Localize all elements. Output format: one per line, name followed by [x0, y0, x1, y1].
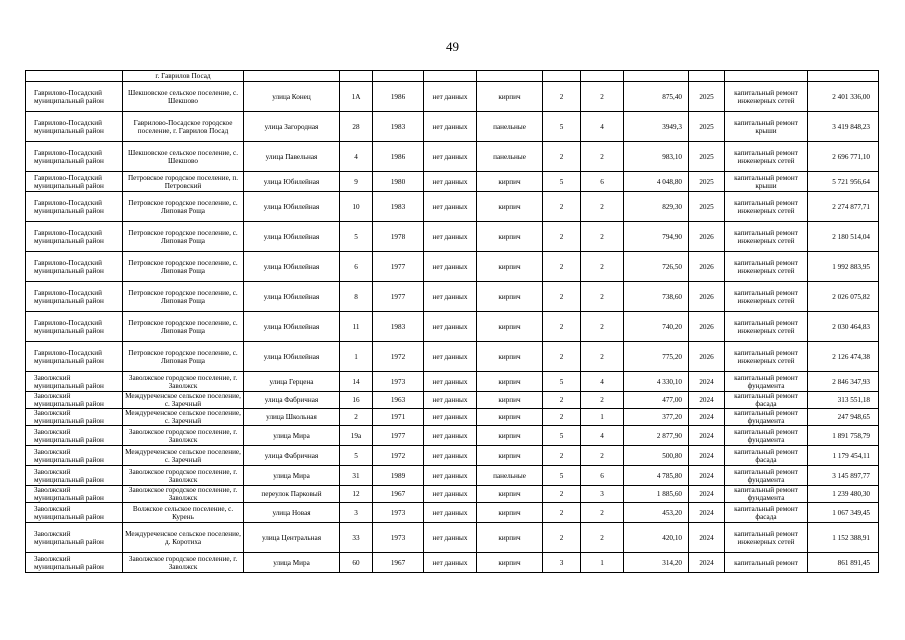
cell-entrances: 4 — [581, 426, 624, 446]
cell-settlement: Петровское городское поселение, с. Липовая Роща — [123, 252, 244, 282]
cell-walls-year: нет данных — [424, 142, 477, 172]
cell-work: капитальный ремонт инженерных сетей — [725, 282, 808, 312]
cell-walls-year: нет данных — [424, 222, 477, 252]
cell-settlement: Междуреченское сельское поселение, с. Заречный — [123, 392, 244, 409]
cell-floors: 2 — [543, 503, 581, 523]
cell-cost: 2 026 075,82 — [808, 282, 879, 312]
cell-cost: 3 419 848,23 — [808, 112, 879, 142]
cell-area: 477,00 — [624, 392, 689, 409]
cell-year: 1989 — [373, 466, 424, 486]
cell-district: Заволжский муниципальный район — [26, 372, 123, 392]
cell-walls-year: нет данных — [424, 392, 477, 409]
page-number: 49 — [446, 39, 459, 54]
cell-work: капитальный ремонт фасада — [725, 446, 808, 466]
cell-house: 12 — [340, 486, 373, 503]
cell-year: 1986 — [373, 142, 424, 172]
cell-walls-year: нет данных — [424, 466, 477, 486]
cell-cost: 2 846 347,93 — [808, 372, 879, 392]
table-row — [26, 312, 879, 342]
cell-district: Гаврилово-Посадский муниципальный район — [26, 142, 123, 172]
cell-year: 1983 — [373, 112, 424, 142]
cell-material: кирпич — [477, 82, 543, 112]
cell-district: Заволжский муниципальный район — [26, 486, 123, 503]
cell-street: улица Юбилейная — [244, 192, 340, 222]
table-row — [26, 252, 879, 282]
cell-walls-year: нет данных — [424, 426, 477, 446]
cell-street — [244, 71, 340, 82]
cell-plan-year: 2025 — [689, 172, 725, 192]
cell-district — [26, 71, 123, 82]
cell-year: 1973 — [373, 523, 424, 553]
cell-entrances: 2 — [581, 312, 624, 342]
cell-area: 738,60 — [624, 282, 689, 312]
cell-floors: 2 — [543, 222, 581, 252]
cell-house: 11 — [340, 312, 373, 342]
cell-house: 16 — [340, 392, 373, 409]
cell-plan-year: 2024 — [689, 553, 725, 573]
cell-entrances: 2 — [581, 342, 624, 372]
cell-district: Гаврилово-Посадский муниципальный район — [26, 112, 123, 142]
cell-cost: 1 239 480,30 — [808, 486, 879, 503]
cell-work: капитальный ремонт инженерных сетей — [725, 342, 808, 372]
cell-street: улица Мира — [244, 553, 340, 573]
cell-walls-year: нет данных — [424, 446, 477, 466]
cell-area: 453,20 — [624, 503, 689, 523]
cell-cost: 1 067 349,45 — [808, 503, 879, 523]
cell-settlement: Шекшовское сельское поселение, с. Шекшово — [123, 82, 244, 112]
cell-settlement: Междуреченское сельское поселение, с. Заречный — [123, 446, 244, 466]
cell-walls-year: нет данных — [424, 553, 477, 573]
cell-street: улица Новая — [244, 503, 340, 523]
cell-settlement: Петровское городское поселение, с. Липовая Роща — [123, 192, 244, 222]
cell-material: кирпич — [477, 222, 543, 252]
cell-walls-year: нет данных — [424, 252, 477, 282]
cell-cost: 2 274 877,71 — [808, 192, 879, 222]
cell-area — [624, 71, 689, 82]
cell-district: Гаврилово-Посадский муниципальный район — [26, 252, 123, 282]
cell-work: капитальный ремонт крыши — [725, 112, 808, 142]
table-row — [26, 553, 879, 573]
cell-plan-year: 2025 — [689, 192, 725, 222]
cell-floors — [543, 71, 581, 82]
cell-settlement: Заволжское городское поселение, г. Заволжск — [123, 466, 244, 486]
cell-cost: 861 891,45 — [808, 553, 879, 573]
cell-entrances: 6 — [581, 172, 624, 192]
cell-material: кирпич — [477, 392, 543, 409]
cell-entrances: 2 — [581, 192, 624, 222]
cell-entrances: 1 — [581, 409, 624, 426]
cell-area: 794,90 — [624, 222, 689, 252]
cell-cost: 1 891 758,79 — [808, 426, 879, 446]
cell-year: 1963 — [373, 392, 424, 409]
cell-house: 60 — [340, 553, 373, 573]
cell-floors: 5 — [543, 112, 581, 142]
cell-area: 420,10 — [624, 523, 689, 553]
table-row — [26, 112, 879, 142]
cell-district: Заволжский муниципальный район — [26, 409, 123, 426]
cell-year: 1977 — [373, 426, 424, 446]
cell-area: 983,10 — [624, 142, 689, 172]
cell-material: кирпич — [477, 426, 543, 446]
cell-house: 9 — [340, 172, 373, 192]
cell-district: Заволжский муниципальный район — [26, 466, 123, 486]
cell-plan-year: 2024 — [689, 466, 725, 486]
cell-entrances: 1 — [581, 553, 624, 573]
cell-year: 1983 — [373, 312, 424, 342]
cell-year: 1977 — [373, 252, 424, 282]
cell-floors: 2 — [543, 523, 581, 553]
cell-plan-year: 2026 — [689, 222, 725, 252]
cell-area: 875,40 — [624, 82, 689, 112]
cell-plan-year: 2025 — [689, 142, 725, 172]
cell-floors: 2 — [543, 409, 581, 426]
cell-year: 1973 — [373, 372, 424, 392]
cell-street: улица Юбилейная — [244, 172, 340, 192]
cell-floors: 2 — [543, 142, 581, 172]
cell-walls-year: нет данных — [424, 523, 477, 553]
cell-cost: 2 126 474,38 — [808, 342, 879, 372]
cell-house: 31 — [340, 466, 373, 486]
cell-area: 829,30 — [624, 192, 689, 222]
cell-entrances: 2 — [581, 523, 624, 553]
cell-entrances: 6 — [581, 466, 624, 486]
cell-floors: 5 — [543, 466, 581, 486]
cell-floors: 3 — [543, 553, 581, 573]
cell-district: Заволжский муниципальный район — [26, 503, 123, 523]
table-row — [26, 192, 879, 222]
cell-material: кирпич — [477, 409, 543, 426]
cell-floors: 2 — [543, 192, 581, 222]
cell-floors: 2 — [543, 252, 581, 282]
table-body — [26, 71, 879, 573]
cell-floors: 2 — [543, 312, 581, 342]
cell-cost: 1 179 454,11 — [808, 446, 879, 466]
table-row-continuation — [26, 71, 879, 82]
cell-material: панельные — [477, 142, 543, 172]
cell-plan-year: 2026 — [689, 312, 725, 342]
cell-walls-year: нет данных — [424, 82, 477, 112]
cell-cost: 313 551,18 — [808, 392, 879, 409]
cell-work: капитальный ремонт крыши — [725, 172, 808, 192]
cell-house: 19а — [340, 426, 373, 446]
cell-entrances: 4 — [581, 112, 624, 142]
cell-walls-year: нет данных — [424, 372, 477, 392]
cell-material: кирпич — [477, 172, 543, 192]
table-row — [26, 523, 879, 553]
cell-district: Гаврилово-Посадский муниципальный район — [26, 342, 123, 372]
cell-area: 2 877,90 — [624, 426, 689, 446]
cell-cost: 247 948,65 — [808, 409, 879, 426]
cell-work: капитальный ремонт фундамента — [725, 486, 808, 503]
cell-work: капитальный ремонт фасада — [725, 392, 808, 409]
cell-entrances: 2 — [581, 252, 624, 282]
cell-floors: 2 — [543, 446, 581, 466]
cell-district: Гаврилово-Посадский муниципальный район — [26, 82, 123, 112]
cell-district: Гаврилово-Посадский муниципальный район — [26, 312, 123, 342]
cell-district: Заволжский муниципальный район — [26, 523, 123, 553]
cell-work: капитальный ремонт фундамента — [725, 426, 808, 446]
cell-area: 314,20 — [624, 553, 689, 573]
cell-settlement: Петровское городское поселение, с. Липовая Роща — [123, 312, 244, 342]
cell-work: капитальный ремонт инженерных сетей — [725, 82, 808, 112]
cell-plan-year: 2026 — [689, 282, 725, 312]
cell-plan-year: 2024 — [689, 486, 725, 503]
cell-street: улица Павельная — [244, 142, 340, 172]
cell-material: кирпич — [477, 372, 543, 392]
cell-walls-year: нет данных — [424, 172, 477, 192]
cell-material: кирпич — [477, 486, 543, 503]
cell-work: капитальный ремонт фундамента — [725, 372, 808, 392]
cell-walls-year: нет данных — [424, 503, 477, 523]
table-row — [26, 409, 879, 426]
cell-year — [373, 71, 424, 82]
cell-district: Гаврилово-Посадский муниципальный район — [26, 222, 123, 252]
cell-area: 4 330,10 — [624, 372, 689, 392]
cell-year: 1967 — [373, 486, 424, 503]
cell-material: панельные — [477, 112, 543, 142]
cell-house: 14 — [340, 372, 373, 392]
cell-settlement: Петровское городское поселение, с. Липовая Роща — [123, 282, 244, 312]
cell-cost: 2 180 514,04 — [808, 222, 879, 252]
cell-year: 1980 — [373, 172, 424, 192]
table-row — [26, 82, 879, 112]
cell-floors: 2 — [543, 342, 581, 372]
cell-cost — [808, 71, 879, 82]
cell-house: 2 — [340, 409, 373, 426]
cell-settlement: Междуреченское сельское поселение, д. Коротиха — [123, 523, 244, 553]
cell-year: 1967 — [373, 553, 424, 573]
cell-material: кирпич — [477, 553, 543, 573]
cell-settlement: Гаврилово-Посадское городское поселение, г. Гаврилов Посад — [123, 112, 244, 142]
cell-settlement: Петровское городское поселение, с. Липовая Роща — [123, 222, 244, 252]
cell-plan-year: 2024 — [689, 426, 725, 446]
cell-street: улица Фабричная — [244, 446, 340, 466]
cell-plan-year: 2024 — [689, 409, 725, 426]
cell-area: 726,50 — [624, 252, 689, 282]
cell-area: 500,80 — [624, 446, 689, 466]
cell-entrances: 2 — [581, 282, 624, 312]
cell-work: капитальный ремонт инженерных сетей — [725, 523, 808, 553]
cell-material: кирпич — [477, 523, 543, 553]
cell-walls-year — [424, 71, 477, 82]
cell-plan-year: 2024 — [689, 523, 725, 553]
cell-year: 1978 — [373, 222, 424, 252]
cell-house: 28 — [340, 112, 373, 142]
table-row — [26, 372, 879, 392]
cell-street: улица Юбилейная — [244, 312, 340, 342]
cell-plan-year: 2024 — [689, 372, 725, 392]
table-row — [26, 142, 879, 172]
cell-floors: 2 — [543, 392, 581, 409]
cell-settlement: Заволжское городское поселение, г. Заволжск — [123, 372, 244, 392]
cell-work: капитальный ремонт инженерных сетей — [725, 252, 808, 282]
cell-settlement: Петровское городское поселение, п. Петровский — [123, 172, 244, 192]
cell-entrances: 2 — [581, 222, 624, 252]
cell-street: улица Школьная — [244, 409, 340, 426]
cell-walls-year: нет данных — [424, 112, 477, 142]
cell-house: 1 — [340, 342, 373, 372]
cell-street: улица Центральная — [244, 523, 340, 553]
cell-settlement: Петровское городское поселение, с. Липовая Роща — [123, 342, 244, 372]
cell-house: 4 — [340, 142, 373, 172]
cell-material: кирпич — [477, 342, 543, 372]
cell-work: капитальный ремонт фундамента — [725, 409, 808, 426]
housing-repair-table — [25, 70, 879, 573]
cell-work: капитальный ремонт инженерных сетей — [725, 192, 808, 222]
cell-work: капитальный ремонт инженерных сетей — [725, 312, 808, 342]
cell-cost: 3 145 897,77 — [808, 466, 879, 486]
cell-street: улица Фабричная — [244, 392, 340, 409]
cell-street: улица Мира — [244, 466, 340, 486]
cell-plan-year: 2026 — [689, 252, 725, 282]
cell-area: 4 048,80 — [624, 172, 689, 192]
table-row — [26, 466, 879, 486]
cell-area: 377,20 — [624, 409, 689, 426]
cell-year: 1986 — [373, 82, 424, 112]
table-row — [26, 392, 879, 409]
cell-floors: 5 — [543, 426, 581, 446]
cell-cost: 2 030 464,83 — [808, 312, 879, 342]
cell-material: кирпич — [477, 446, 543, 466]
cell-cost: 1 992 883,95 — [808, 252, 879, 282]
cell-settlement: Заволжское городское поселение, г. Заволжск — [123, 486, 244, 503]
cell-walls-year: нет данных — [424, 342, 477, 372]
cell-year: 1972 — [373, 342, 424, 372]
cell-material: кирпич — [477, 282, 543, 312]
table-row — [26, 486, 879, 503]
cell-work: капитальный ремонт фундамента — [725, 466, 808, 486]
cell-district: Гаврилово-Посадский муниципальный район — [26, 282, 123, 312]
cell-entrances: 4 — [581, 372, 624, 392]
cell-year: 1977 — [373, 282, 424, 312]
cell-settlement: Заволжское городское поселение, г. Заволжск — [123, 426, 244, 446]
cell-settlement: г. Гаврилов Посад — [123, 71, 244, 82]
table-row — [26, 282, 879, 312]
cell-plan-year: 2025 — [689, 82, 725, 112]
table-row — [26, 446, 879, 466]
cell-year: 1973 — [373, 503, 424, 523]
cell-material: кирпич — [477, 252, 543, 282]
cell-area: 740,20 — [624, 312, 689, 342]
cell-house: 5 — [340, 222, 373, 252]
table-row — [26, 222, 879, 252]
cell-entrances: 2 — [581, 392, 624, 409]
cell-plan-year: 2024 — [689, 503, 725, 523]
cell-house — [340, 71, 373, 82]
cell-floors: 2 — [543, 486, 581, 503]
cell-entrances: 2 — [581, 82, 624, 112]
cell-area: 4 785,80 — [624, 466, 689, 486]
cell-walls-year: нет данных — [424, 192, 477, 222]
cell-street: улица Мира — [244, 426, 340, 446]
cell-work — [725, 71, 808, 82]
cell-plan-year — [689, 71, 725, 82]
cell-cost: 2 401 336,00 — [808, 82, 879, 112]
cell-district: Гаврилово-Посадский муниципальный район — [26, 172, 123, 192]
cell-settlement: Междуреченское сельское поселение, с. Заречный — [123, 409, 244, 426]
cell-area: 1 885,60 — [624, 486, 689, 503]
cell-material: кирпич — [477, 192, 543, 222]
cell-plan-year: 2024 — [689, 446, 725, 466]
cell-plan-year: 2024 — [689, 392, 725, 409]
cell-entrances: 3 — [581, 486, 624, 503]
cell-settlement: Шекшовское сельское поселение, с. Шекшово — [123, 142, 244, 172]
cell-floors: 2 — [543, 82, 581, 112]
cell-street: улица Юбилейная — [244, 222, 340, 252]
cell-floors: 2 — [543, 282, 581, 312]
cell-work: капитальный ремонт — [725, 553, 808, 573]
cell-walls-year: нет данных — [424, 282, 477, 312]
cell-material — [477, 71, 543, 82]
cell-floors: 5 — [543, 372, 581, 392]
cell-work: капитальный ремонт фасада — [725, 503, 808, 523]
cell-material: панельные — [477, 466, 543, 486]
cell-area: 3949,3 — [624, 112, 689, 142]
cell-year: 1972 — [373, 446, 424, 466]
cell-settlement: Заволжское городское поселение, г. Заволжск — [123, 553, 244, 573]
cell-entrances — [581, 71, 624, 82]
cell-cost: 2 696 771,10 — [808, 142, 879, 172]
table-row — [26, 426, 879, 446]
cell-entrances: 2 — [581, 446, 624, 466]
cell-house: 1А — [340, 82, 373, 112]
cell-material: кирпич — [477, 312, 543, 342]
cell-street: улица Герцена — [244, 372, 340, 392]
cell-walls-year: нет данных — [424, 409, 477, 426]
cell-district: Заволжский муниципальный район — [26, 426, 123, 446]
cell-area: 775,20 — [624, 342, 689, 372]
cell-year: 1971 — [373, 409, 424, 426]
cell-house: 10 — [340, 192, 373, 222]
cell-year: 1983 — [373, 192, 424, 222]
cell-street: улица Юбилейная — [244, 282, 340, 312]
cell-walls-year: нет данных — [424, 312, 477, 342]
cell-street: улица Юбилейная — [244, 252, 340, 282]
cell-entrances: 2 — [581, 503, 624, 523]
cell-plan-year: 2026 — [689, 342, 725, 372]
cell-house: 6 — [340, 252, 373, 282]
cell-house: 5 — [340, 446, 373, 466]
cell-cost: 1 152 388,91 — [808, 523, 879, 553]
cell-work: капитальный ремонт инженерных сетей — [725, 222, 808, 252]
cell-house: 33 — [340, 523, 373, 553]
table-row — [26, 503, 879, 523]
cell-district: Заволжский муниципальный район — [26, 446, 123, 466]
table-row — [26, 342, 879, 372]
table-row — [26, 172, 879, 192]
cell-walls-year: нет данных — [424, 486, 477, 503]
cell-cost: 5 721 956,64 — [808, 172, 879, 192]
cell-street: улица Конец — [244, 82, 340, 112]
cell-entrances: 2 — [581, 142, 624, 172]
cell-district: Заволжский муниципальный район — [26, 392, 123, 409]
cell-district: Гаврилово-Посадский муниципальный район — [26, 192, 123, 222]
cell-district: Заволжский муниципальный район — [26, 553, 123, 573]
cell-street: улица Загородная — [244, 112, 340, 142]
cell-house: 8 — [340, 282, 373, 312]
cell-settlement: Волжское сельское поселение, с. Курень — [123, 503, 244, 523]
cell-material: кирпич — [477, 503, 543, 523]
cell-floors: 5 — [543, 172, 581, 192]
cell-work: капитальный ремонт инженерных сетей — [725, 142, 808, 172]
cell-plan-year: 2025 — [689, 112, 725, 142]
cell-house: 3 — [340, 503, 373, 523]
cell-street: улица Юбилейная — [244, 342, 340, 372]
cell-street: переулок Парковый — [244, 486, 340, 503]
